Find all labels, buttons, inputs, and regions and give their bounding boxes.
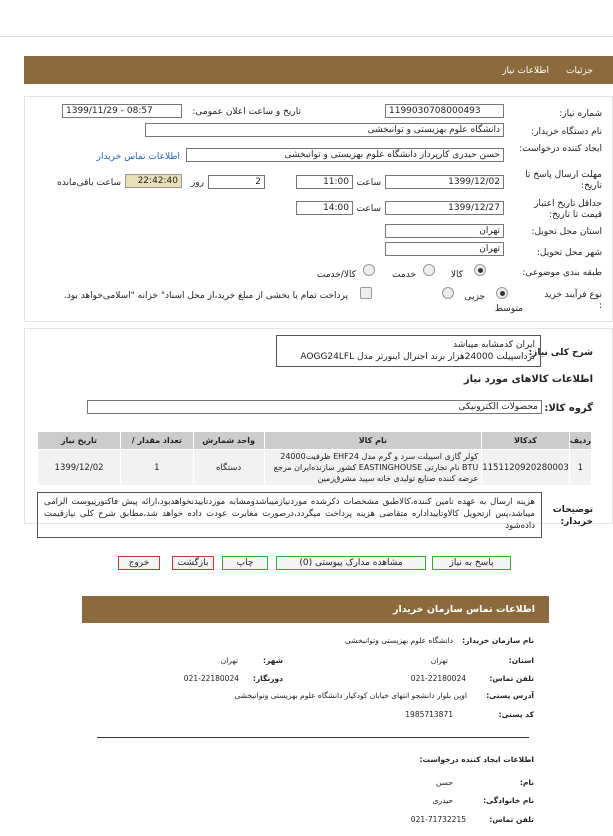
- category-both-radio[interactable]: [363, 264, 375, 276]
- contact-province-label: استان:: [508, 656, 534, 665]
- process-label: نوع فرآیند خرید :: [544, 290, 602, 311]
- col-index: ردیف: [569, 432, 591, 450]
- treasury-payment-note: پرداخت تمام یا بخشی از مبلغ خرید،از محل اسناد" خزانه "اسلامی‌خواهد بود.: [63, 291, 348, 301]
- address-label: آدرس پستی:: [486, 691, 534, 700]
- summary-line-1: ایران کدمشابه میباشد: [453, 340, 535, 350]
- summary-label: شرح کلی نیاز:: [528, 348, 593, 358]
- goods-group-label: گروه کالا:: [544, 403, 593, 414]
- announce-field[interactable]: 1399/11/29 - 08:57: [62, 104, 182, 118]
- contact-fax-label: دورنگار:: [252, 674, 283, 683]
- category-both-label: کالا/خدمت: [316, 270, 356, 280]
- city-label: شهر محل تحویل:: [536, 248, 602, 258]
- need-number-label: شماره نیاز:: [559, 109, 602, 119]
- goods-title: اطلاعات کالاهای مورد نیاز: [463, 374, 593, 385]
- contact-fax-value: 021-22180024: [183, 674, 239, 683]
- category-goods-radio[interactable]: [474, 264, 486, 276]
- contact-city-value: تهران: [220, 656, 238, 665]
- buyer-contact-link[interactable]: اطلاعات تماس خریدار: [96, 152, 180, 162]
- validity-time-field[interactable]: 14:00: [296, 201, 353, 215]
- deadline-time-field[interactable]: 11:00: [296, 175, 353, 189]
- creator-name-value: حسن: [435, 778, 453, 787]
- deadline-label: مهلت ارسال پاسخ تا تاریخ:: [525, 170, 602, 191]
- row-index: 1: [569, 450, 591, 486]
- days-field[interactable]: 2: [208, 175, 265, 189]
- validity-hour-label: ساعت: [356, 204, 381, 214]
- row-qty: 1: [121, 450, 194, 486]
- row-date: 1399/12/02: [38, 450, 121, 486]
- province-label: استان محل تحویل:: [531, 227, 602, 237]
- buyer-label: نام دستگاه خریدار:: [531, 127, 602, 137]
- row-code: 1151120920280003: [482, 450, 570, 486]
- attachments-button[interactable]: مشاهده مدارک پیوستی (0): [276, 556, 426, 570]
- creator-label: ایجاد کننده درخواست:: [519, 144, 602, 154]
- postal-value: 1985713871: [405, 710, 453, 719]
- postal-label: کد پستی:: [498, 710, 534, 719]
- contact-title: اطلاعات تماس سازمان خریدار: [392, 604, 535, 615]
- tab-details[interactable]: جزئیات: [566, 66, 593, 76]
- province-field[interactable]: تهران: [385, 224, 504, 238]
- validity-date-field[interactable]: 1399/12/27: [385, 201, 504, 215]
- row-name: کولر گازی اسپیلت سرد و گرم مدل EHF24 ظرفیت24000 BTU نام تجارتی EASTINGHOUSE کشور سازنده‌ایران مرجع عرضه کننده صنایع تولیدی خانه سپید مشرق‌زمین: [264, 450, 482, 486]
- creator-phone-label: تلفن تماس:: [489, 815, 534, 824]
- goods-table: [37, 431, 592, 486]
- contact-province-value: تهران: [430, 656, 448, 665]
- contact-divider: [97, 737, 529, 738]
- creator-family-label: نام خانوادگی:: [483, 796, 534, 805]
- top-divider: [0, 36, 613, 37]
- category-service-label: خدمت: [392, 270, 416, 280]
- process-partial-label: جزیی: [464, 292, 485, 302]
- creator-name-label: نام:: [519, 778, 534, 787]
- contact-city-label: شهر:: [263, 656, 283, 665]
- process-partial-radio[interactable]: [442, 287, 454, 299]
- back-button[interactable]: بازگشت: [172, 556, 214, 570]
- org-label: نام سازمان خریدار:: [462, 636, 534, 645]
- city-field[interactable]: تهران: [385, 242, 504, 256]
- tab-need-info[interactable]: اطلاعات نیاز: [502, 66, 549, 76]
- summary-line-2: برداسپیلت 24000هزار برند اجنرال اینورتر مدل AOGG24LFL: [300, 352, 535, 362]
- creator-family-value: حیدری: [432, 796, 453, 805]
- contact-phone-label: تلفن تماس:: [489, 674, 534, 683]
- deadline-date-field[interactable]: 1399/12/02: [385, 175, 504, 189]
- org-value: دانشگاه علوم بهزیستی وتوانبخشی: [345, 636, 453, 645]
- treasury-payment-checkbox[interactable]: [360, 287, 372, 299]
- announce-label: تاریخ و ساعت اعلان عمومی:: [192, 107, 301, 117]
- buyer-field[interactable]: دانشگاه علوم بهزیستی و توانبخشی: [145, 123, 504, 137]
- col-qty: تعداد مقدار /: [121, 432, 194, 450]
- notes-box: هزینه ارسال به عهده تامین کننده،کالاطبق مشخصات ذکرشده موردنیازمیباشدومشابه موردتاییدنخواهدبود،ارائه پیش فاکتورپیوست الزامی میباشد،پس ازتحویل کالاوتاییداداره متقاضی هزینه پرداخت میگردد،درصورت مغایرت عودت داده خواهد شد،مطابق شرح کلی نیازقیمت داده‌شود: [37, 492, 542, 538]
- contact-phone-value: 021-22180024: [410, 674, 466, 683]
- creator-phone-value: 021-71732215: [410, 815, 466, 824]
- category-service-radio[interactable]: [423, 264, 435, 276]
- goods-group-field[interactable]: محصولات الکترونیکی: [87, 400, 542, 414]
- creator-field[interactable]: حسن حیدری کارپرداز دانشگاه علوم بهزیستی و توانبخشی: [186, 148, 504, 162]
- process-medium-radio[interactable]: [496, 287, 508, 299]
- print-button[interactable]: چاپ: [222, 556, 268, 570]
- category-label: طبقه بندی موضوعی:: [522, 268, 602, 278]
- validity-label: حداقل تاریخ اعتبار قیمت تا تاریخ:: [534, 199, 602, 220]
- notes-label: توضیحات خریدار:: [552, 505, 593, 527]
- col-unit: واحد شمارش: [193, 432, 264, 450]
- need-number-field[interactable]: 1199030708000493: [385, 104, 504, 118]
- deadline-hour-label: ساعت: [356, 178, 381, 188]
- address-value: اوین بلوار دانشجو انتهای خیابان کودکیار دانشگاه علوم بهزیستی وتوانبخشی: [234, 691, 467, 700]
- col-name: نام کالا: [264, 432, 482, 450]
- creator-info-title: اطلاعات ایجاد کننده درخواست:: [419, 755, 534, 764]
- category-goods-label: کالا: [450, 270, 463, 280]
- reply-button[interactable]: پاسخ به نیاز: [432, 556, 511, 570]
- process-medium-label: متوسط: [494, 304, 523, 314]
- col-code: کدکالا: [482, 432, 570, 450]
- remaining-label: ساعت باقی‌مانده: [57, 178, 121, 188]
- exit-button[interactable]: خروج: [118, 556, 160, 570]
- col-date: تاریخ نیاز: [38, 432, 121, 450]
- table-row: [38, 450, 592, 486]
- summary-box: [276, 335, 541, 367]
- remaining-time: 22:42:40: [125, 174, 182, 188]
- row-unit: دستگاه: [193, 450, 264, 486]
- day-label: روز: [190, 178, 204, 188]
